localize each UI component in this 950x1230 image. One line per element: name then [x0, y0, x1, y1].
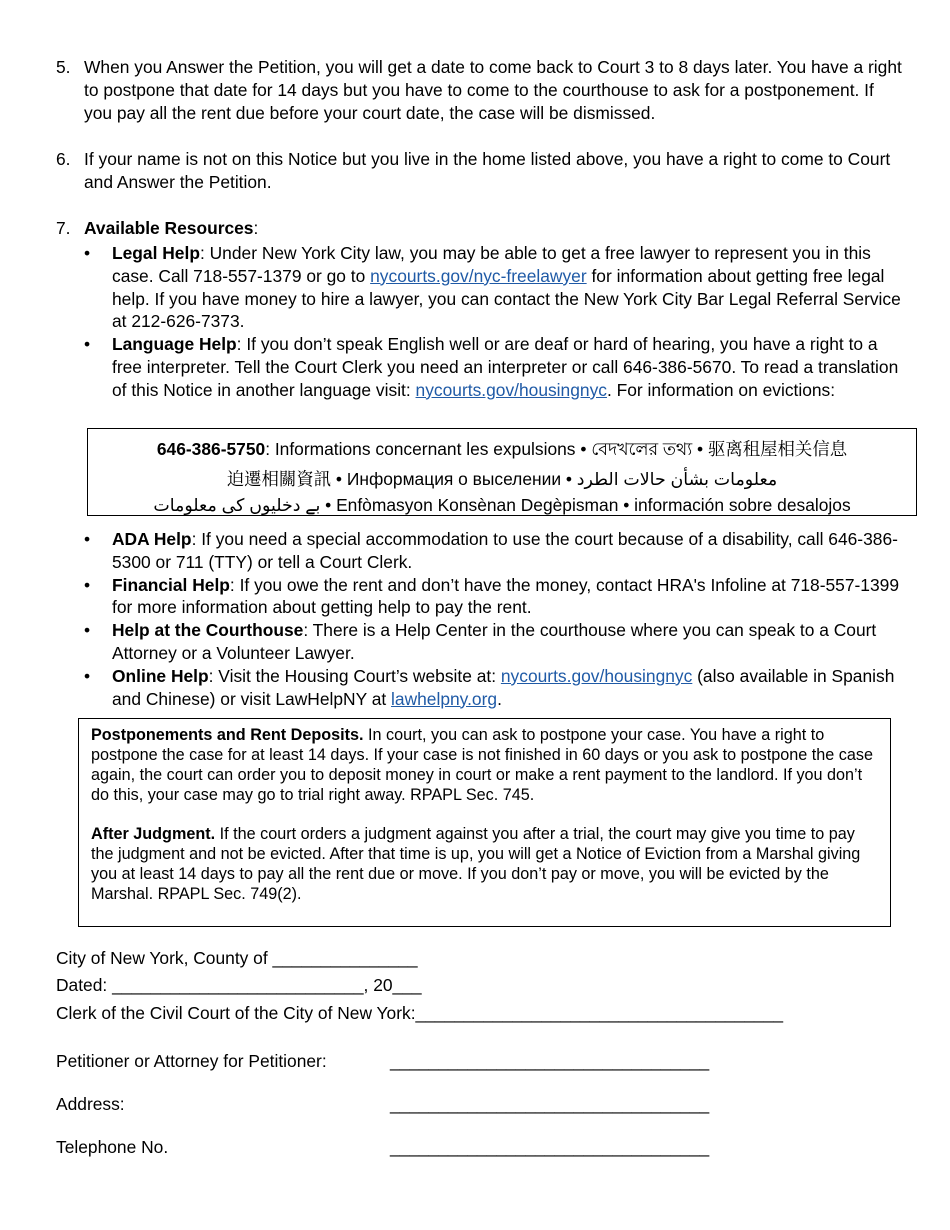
- resource-title: Financial Help: [112, 574, 230, 595]
- language-line-3: بے دخلیوں کی معلومات • Enfòmasyon Konsènan Degèpisman • información sobre desalojos: [153, 495, 851, 515]
- paragraph-title: After Judgment.: [91, 825, 216, 843]
- bullet: •: [84, 620, 91, 641]
- judgment-paragraph: [91, 824, 878, 904]
- heading-colon: :: [253, 218, 259, 238]
- resource-title: Online Help: [112, 665, 209, 686]
- resource-text: : Under New York City law, you may be able to get a free lawyer to represent you in this case. Call 718-557-1379 or go to: [112, 243, 871, 286]
- petitioner-label: Petitioner or Attorney for Petitioner:: [56, 1051, 327, 1071]
- resources-list-top: [84, 242, 904, 402]
- housingnyc-link[interactable]: nycourts.gov/housingnyc: [500, 665, 693, 686]
- resources-list-bottom: [84, 528, 904, 710]
- bullet: •: [84, 665, 91, 686]
- resource-ada-help: [84, 528, 904, 574]
- paragraph-title: Postponements and Rent Deposits.: [91, 726, 364, 744]
- language-line-2: 迫遷相關資訊 • Информация о выселении • معلومات بشأن حالات الطرد: [226, 469, 778, 489]
- resource-language-help: [84, 333, 904, 401]
- item-number: 6.: [56, 149, 71, 169]
- telephone-line[interactable]: _________________________________: [390, 1137, 710, 1157]
- resource-text: : If you need a special accommodation to use the court because of a disability, call 646-386-5300 or 711 (TTY) or tell a Court Clerk.: [112, 529, 898, 572]
- resource-text: : If you owe the rent and don’t have the money, contact HRA's Infoline at 718-557-1399 for more information about getting help to pay the rent.: [112, 574, 899, 618]
- language-line-1: 646-386-5750: Informations concernant les expulsions • বেদখলের তথ্য • 驱离租屋相关信息: [156, 439, 848, 459]
- resource-legal-help: [84, 242, 904, 333]
- resource-text: : If you don’t speak English well or are deaf or hard of hearing, you have a right to a free interpreter. Tell the Court Clerk you need an interpreter or call 646-386-5670. To read a translation of this Notice in another language visit:: [112, 334, 899, 400]
- bullet: •: [84, 574, 91, 595]
- bullet: •: [84, 243, 91, 263]
- resource-text: (also available in Spanish and Chinese) or visit LawHelpNY at: [112, 665, 895, 709]
- item-text: If your name is not on this Notice but you live in the home listed above, you have a right to come to Court and Answer the Petition.: [84, 149, 891, 192]
- resource-title: Legal Help: [112, 243, 200, 263]
- eviction-phone: 646-386-5750: [156, 439, 266, 459]
- county-field[interactable]: City of New York, County of _______________: [56, 948, 418, 968]
- address-label: Address:: [56, 1094, 125, 1114]
- postponement-judgment-box: [78, 718, 891, 927]
- resource-text: . For information on evictions:: [606, 379, 836, 400]
- freelawyer-link[interactable]: nycourts.gov/nyc-freelawyer: [370, 265, 587, 286]
- resource-courthouse-help: [84, 619, 904, 665]
- item-7: [56, 217, 906, 240]
- resource-text: : There is a Help Center in the courthouse where you can speak to a Court Attorney or a Volunteer Lawyer.: [112, 620, 877, 663]
- postponement-paragraph: [91, 725, 878, 805]
- item-number: 5.: [56, 57, 71, 77]
- address-line[interactable]: _________________________________: [390, 1094, 710, 1114]
- item-5: [56, 56, 906, 125]
- eviction-info-languages-box: [87, 428, 917, 516]
- paragraph-text: If the court orders a judgment against you after a trial, the court may give you time to pay the judgment and not be evicted. After that time is up, you will get a Notice of Eviction from a Marshal giving you at least 14 days to pay all the rent due or move. If you don’t pay or move, you will be evicted by the Marshal. RPAPL Sec. 749(2).: [91, 825, 861, 903]
- bullet: •: [84, 334, 91, 355]
- resource-title: Help at the Courthouse: [112, 620, 304, 641]
- item-number: 7.: [56, 218, 71, 238]
- item-6: [56, 148, 906, 194]
- paragraph-text: In court, you can ask to postpone your case. You have a right to postpone the case for at least 14 days. If your case is not finished in 60 days or you ask to postpone the case again, the court can order you to deposit money in court or make a rent payment to the landlord. If you don’t do this, your case may go to trial right away. RPAPL Sec. 745.: [91, 726, 873, 804]
- resource-title: Language Help: [112, 334, 237, 355]
- section-heading: Available Resources: [84, 218, 254, 238]
- clerk-signature-field[interactable]: Clerk of the Civil Court of the City of New York:______________________________________: [56, 1003, 784, 1023]
- telephone-label: Telephone No.: [56, 1137, 169, 1157]
- lawhelpny-link[interactable]: lawhelpny.org: [391, 688, 498, 709]
- petitioner-line[interactable]: _________________________________: [390, 1051, 710, 1071]
- resource-text: : Visit the Housing Court’s website at:: [208, 665, 501, 686]
- housingnyc-link[interactable]: nycourts.gov/housingnyc: [415, 379, 607, 400]
- dated-field[interactable]: Dated: __________________________, 20___: [56, 975, 422, 995]
- bullet: •: [84, 529, 91, 549]
- resource-online-help: • Online Help: Visit the Housing Court’s website at: nycourts.gov/housingnyc (also available in Spanish and Chinese) or visit LawHelpNY at lawhelpny.org.: [84, 665, 895, 709]
- resource-title: ADA Help: [112, 529, 192, 549]
- resource-financial-help: [84, 574, 904, 620]
- item-text: When you Answer the Petition, you will get a date to come back to Court 3 to 8 days later. You have a right to postpone that date for 14 days but you have to come to the courthouse to ask for a postponement. If you pay all the rent due before your court date, the case will be dismissed.: [84, 57, 902, 123]
- resource-text: for information about getting free legal help. If you have money to hire a lawyer, you can contact the New York City Bar Legal Referral Service at 212-626-7373.: [112, 265, 901, 332]
